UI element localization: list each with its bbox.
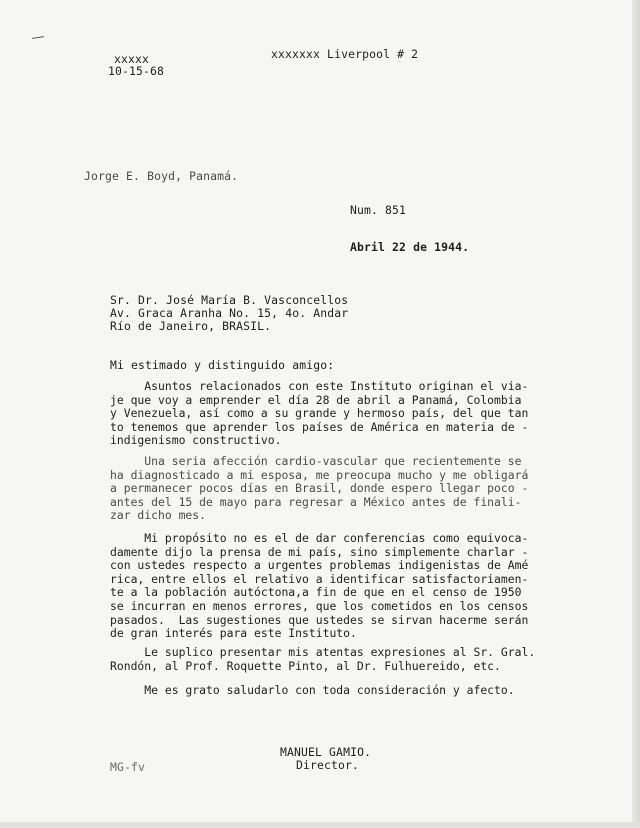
paragraph-line: te a la población autóctona,a fin de que en el censo de 1950	[110, 585, 522, 600]
recipient-line: Río de Janeiro, BRASIL.	[110, 319, 272, 333]
pen-mark	[32, 36, 44, 39]
paragraph-line: indigenismo constructivo.	[110, 433, 282, 448]
paragraph-line: damente dijo la prensa de mi país, sino simplemente charlar -	[110, 544, 529, 559]
paragraph	[110, 646, 570, 673]
paragraph-line: Asuntos relacionados con este Instituto originan el via-	[110, 379, 529, 393]
paragraph-line: Le suplico presentar mis atentas expresiones al Sr. Gral.	[110, 645, 536, 659]
paragraph-line: ha diagnosticado a mi esposa, me preocupa mucho y me obligará	[110, 467, 529, 482]
page-edge	[0, 822, 640, 828]
paragraph-line: antes del 15 de mayo para regresar a México antes de finali-	[110, 494, 522, 509]
paragraph-line: de gran interés para este Instituto.	[110, 626, 357, 641]
signature-title: Director.	[296, 758, 360, 772]
recipient-line: Av. Graca Aranha No. 15, 4o. Andar	[110, 306, 349, 320]
letter-date: Abril 22 de 1944.	[350, 240, 470, 254]
paragraph-line: se incurran en menos errores, que los cometidos en los censos	[110, 598, 529, 613]
header-date: 10-15-68	[108, 64, 165, 78]
paragraph-line: to tenemos que aprender los países de América en materia de -	[110, 419, 529, 434]
header-code: xxxxx	[114, 52, 150, 66]
paragraph-line: rica, entre ellos el relativo a identificar satisfactoriamen-	[110, 571, 529, 586]
reference-number: Num. 851	[350, 203, 407, 217]
paragraph	[110, 532, 570, 641]
paragraph-line: a permanecer pocos días en Brasil, donde espero llegar poco -	[110, 481, 529, 496]
cc-line: Jorge E. Boyd, Panamá.	[84, 169, 239, 183]
signature-name: MANUEL GAMIO.	[280, 745, 372, 759]
paragraph-line: Una seria afección cardio-vascular que recientemente se	[110, 454, 522, 468]
typist-initials: MG-fv	[110, 760, 146, 774]
recipient-line: Sr. Dr. José María B. Vasconcellos	[110, 293, 349, 307]
paragraph	[110, 684, 570, 698]
paragraph-line: con ustedes respecto a urgentes problemas indigenistas de Amé	[110, 558, 529, 573]
paragraph-line: Me es grato saludarlo con toda consideración y afecto.	[110, 683, 515, 697]
paragraph-line: zar dicho mes.	[110, 508, 207, 523]
page-edge	[632, 0, 640, 828]
paragraph	[110, 380, 570, 448]
paragraph-line: Rondón, al Prof. Roquette Pinto, al Dr. Fulhuereido, etc.	[110, 658, 501, 673]
paragraph-line: pasados. Las sugestiones que ustedes se sirvan hacerme serán	[110, 612, 529, 627]
paragraph-line: je que voy a emprender el día 28 de abril a Panamá, Colombia	[110, 392, 522, 407]
salutation: Mi estimado y distinguido amigo:	[110, 358, 335, 372]
file-reference: xxxxxxx Liverpool # 2	[271, 47, 419, 61]
paragraph-line: y Venezuela, así como a su grande y hermoso país, del que tan	[110, 406, 529, 421]
paragraph	[110, 455, 570, 523]
paragraph-line: Mi propósito no es el de dar conferencias como equivoca-	[110, 531, 529, 545]
